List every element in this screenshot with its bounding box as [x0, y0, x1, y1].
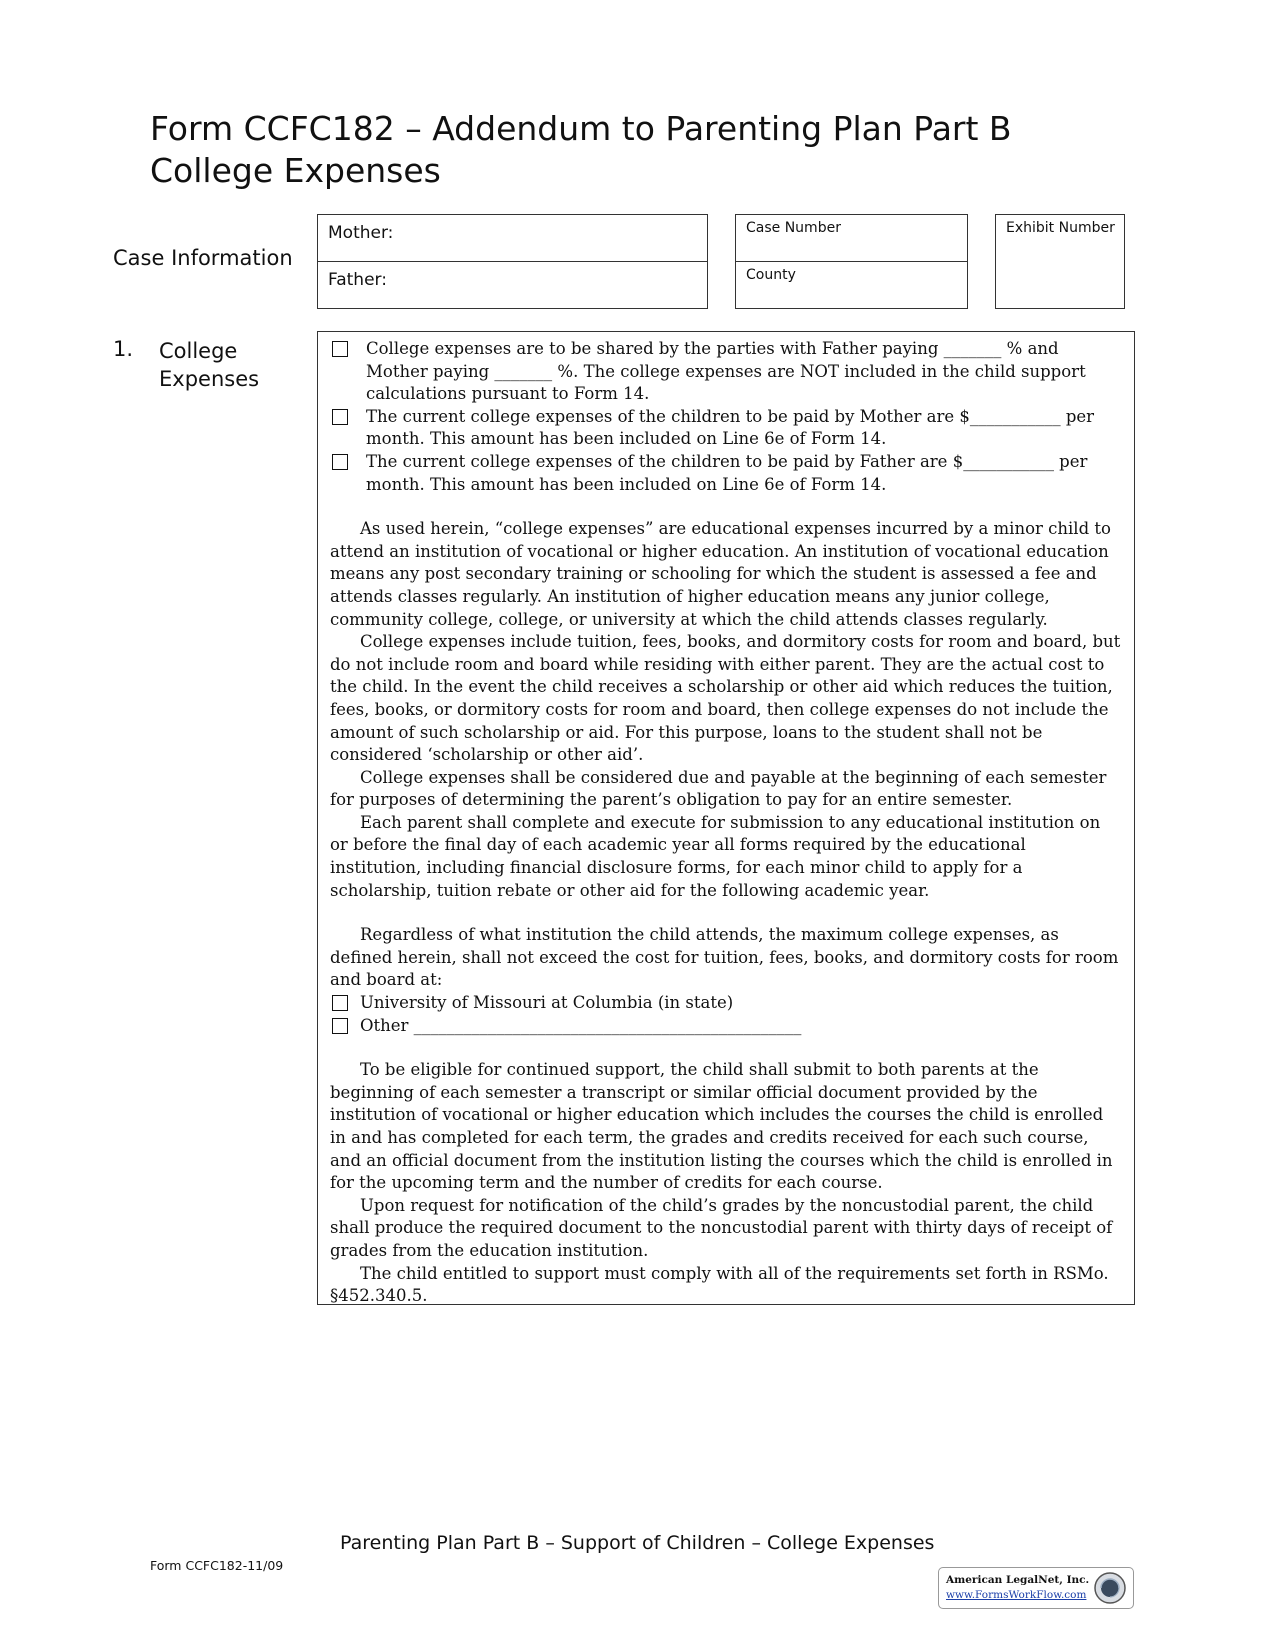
eligibility-paragraph: Upon request for notification of the child’s grades by the noncustodial parent, the child shall produce the required document to the noncustodial parent with thirty days of receipt of grades from the education institution. [330, 1195, 1113, 1260]
county-field[interactable] [735, 261, 968, 309]
option-other-text: Other _______________________________________________ [360, 1015, 802, 1035]
case-information-label: Case Information [113, 246, 293, 270]
option-shared-percent [330, 338, 1122, 406]
option-father-pays [330, 451, 1122, 496]
option-shared-percent-text: College expenses are to be shared by the parties with Father paying _______ % and Mother paying _______ %. The college expenses are NOT included in the child support calculations pursuant to Form 14. [366, 339, 1086, 404]
option-mother-pays-text: The current college expenses of the children to be paid by Mother are $___________ per month. This amount has been included on Line 6e of Form 14. [366, 406, 1095, 449]
mother-field[interactable] [317, 214, 708, 262]
american-legalnet-logo[interactable] [938, 1567, 1134, 1609]
case-number-label: Case Number [746, 220, 841, 236]
option-mother-pays [330, 406, 1122, 451]
county-label: County [746, 267, 796, 283]
option-father-pays-text: The current college expenses of the children to be paid by Father are $___________ per month. This amount has been included on Line 6e of Form 14. [366, 451, 1088, 494]
checkbox-missouri[interactable] [332, 995, 348, 1011]
logo-website-link[interactable]: www.FormsWorkFlow.com [946, 1589, 1087, 1601]
exhibit-number-label: Exhibit Number [1006, 220, 1115, 236]
checkbox-shared-percent[interactable] [332, 341, 348, 357]
page-title-line-1: Form CCFC182 – Addendum to Parenting Plan Part B [150, 109, 1012, 148]
father-label: Father: [328, 270, 387, 290]
checkbox-other[interactable] [332, 1018, 348, 1034]
globe-icon [1093, 1571, 1127, 1605]
case-number-field[interactable] [735, 214, 968, 262]
mother-label: Mother: [328, 223, 394, 243]
option-missouri-text: University of Missouri at Columbia (in state) [360, 993, 734, 1013]
footer-title: Parenting Plan Part B – Support of Children – College Expenses [340, 1532, 935, 1554]
form-code: Form CCFC182-11/09 [150, 1558, 284, 1573]
checkbox-father-pays[interactable] [332, 454, 348, 470]
logo-company-name: American LegalNet, Inc. [946, 1574, 1090, 1586]
option-missouri [330, 992, 1122, 1015]
page-title-line-2: College Expenses [150, 151, 441, 190]
section-title-line-1: College [159, 339, 238, 363]
definition-paragraph: College expenses shall be considered due and payable at the beginning of each semester for purposes of determining the parent’s obligation to pay for an entire semester. [330, 767, 1107, 810]
eligibility-paragraph: The child entitled to support must comply with all of the requirements set forth in RSMo. §452.340.5. [330, 1263, 1109, 1306]
section-number: 1. [113, 337, 134, 361]
checkbox-mother-pays[interactable] [332, 409, 348, 425]
definition-paragraph: As used herein, “college expenses” are educational expenses incurred by a minor child to attend an institution of vocational or higher education. An institution of vocational education means any post secondary training or schooling for which the student is assessed a fee and attends classes regularly. An institution of higher education means any junior college, community college, college, or university at which the child attends classes regularly. [330, 519, 1111, 629]
section-title-line-2: Expenses [159, 367, 260, 391]
page-title [150, 108, 1012, 192]
college-expenses-content [330, 338, 1122, 1308]
exhibit-number-field[interactable] [995, 214, 1125, 309]
eligibility-paragraph: To be eligible for continued support, the child shall submit to both parents at the beginning of each semester a transcript or similar official document provided by the institution of vocational or higher education which includes the courses the child is enrolled in and has completed for each term, the grades and credits received for each such course, and an official document from the institution listing the courses which the child is enrolled in for the upcoming term and the number of credits for each course. [330, 1060, 1113, 1193]
definition-paragraph: College expenses include tuition, fees, books, and dormitory costs for room and board, but do not include room and board while residing with either parent. They are the actual cost to the child. In the event the child receives a scholarship or other aid which reduces the tuition, fees, books, or dormitory costs for room and board, then college expenses do not include the amount of such scholarship or aid. For this purpose, loans to the student shall not be considered ‘scholarship or other aid’. [330, 632, 1121, 765]
father-field[interactable] [317, 261, 708, 309]
maximum-paragraph: Regardless of what institution the child attends, the maximum college expenses, as defined herein, shall not exceed the cost for tuition, fees, books, and dormitory costs for room and board at: [330, 925, 1119, 990]
definition-paragraph: Each parent shall complete and execute for submission to any educational institution on or before the final day of each academic year all forms required by the educational institution, including financial disclosure forms, for each minor child to apply for a scholarship, tuition rebate or other aid for the following academic year. [330, 812, 1101, 900]
section-title [159, 337, 289, 393]
college-expenses-box [317, 331, 1135, 1305]
option-other [330, 1015, 1122, 1038]
